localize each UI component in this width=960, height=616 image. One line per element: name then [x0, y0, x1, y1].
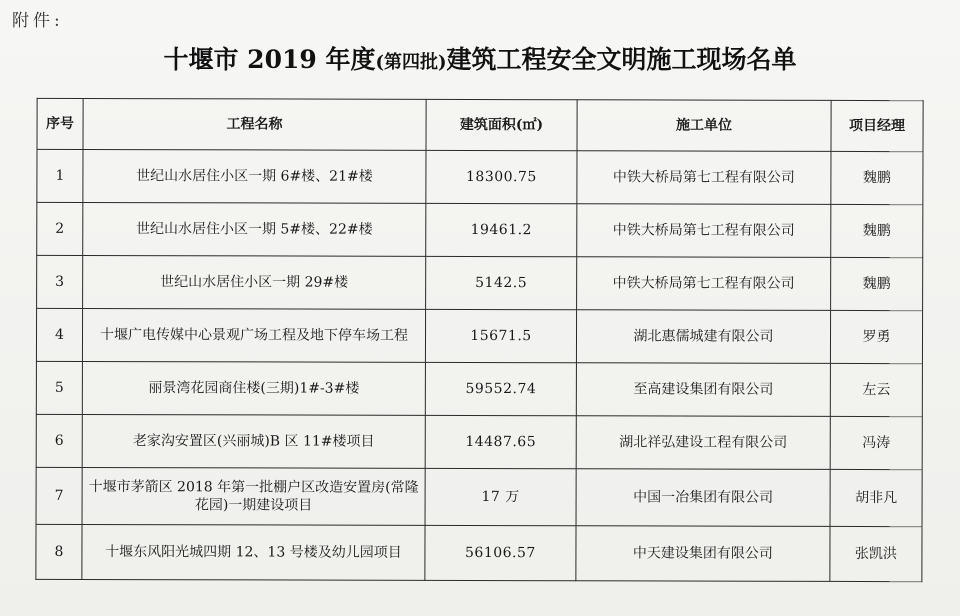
table-row: [36, 308, 922, 363]
row-index: 2: [37, 202, 83, 255]
row-contractor: 湖北惠儒城建有限公司: [576, 310, 830, 364]
row-manager: 左云: [830, 363, 922, 416]
row-manager: 魏鹏: [831, 151, 923, 204]
row-manager: 张凯洪: [830, 526, 922, 581]
row-index: 4: [36, 308, 82, 361]
table-row: [37, 149, 923, 204]
col-header-manager: 项目经理: [831, 100, 923, 151]
title-batch: (第四批): [375, 52, 447, 73]
table-row: [36, 524, 922, 581]
row-area: 56106.57: [425, 525, 576, 580]
row-contractor: 湖北祥弘建设工程有限公司: [576, 416, 830, 470]
table-row: [36, 467, 922, 526]
row-manager: 魏鹏: [831, 257, 923, 310]
row-manager: 胡非凡: [830, 469, 922, 526]
row-manager: 冯涛: [830, 416, 922, 469]
row-manager: 罗勇: [830, 310, 922, 363]
document-title: [0, 40, 960, 76]
row-area: 5142.5: [426, 256, 577, 309]
attachment-label: 附件:: [12, 11, 64, 31]
table-row: [37, 255, 923, 310]
row-project-name: 世纪山水居住小区一期 29#楼: [83, 255, 426, 309]
title-main-part-1: 十堰市 2019 年度: [163, 45, 376, 74]
row-area: 59552.74: [425, 362, 576, 415]
row-project-name: 老家沟安置区(兴丽城)B 区 11#楼项目: [82, 414, 425, 468]
row-project-name: 丽景湾花园商住楼(三期)1#-3#楼: [82, 361, 425, 415]
table-row: [37, 202, 923, 257]
row-manager: 魏鹏: [831, 204, 923, 257]
table-header-row: [37, 98, 923, 151]
row-area: 17 万: [425, 468, 576, 525]
col-header-contractor: 施工单位: [577, 100, 831, 152]
table-row: [36, 361, 922, 416]
row-contractor: 中铁大桥局第七工程有限公司: [577, 151, 831, 205]
row-project-name: 十堰广电传媒中心景观广场工程及地下停车场工程: [82, 308, 425, 362]
row-index: 1: [37, 149, 83, 202]
table-row: [36, 414, 922, 469]
row-area: 18300.75: [426, 150, 577, 203]
row-project-name: 世纪山水居住小区一期 5#楼、22#楼: [83, 202, 426, 256]
col-header-area: 建筑面积(㎡): [426, 99, 577, 150]
row-contractor: 中铁大桥局第七工程有限公司: [577, 204, 831, 258]
row-index: 8: [36, 524, 82, 579]
row-project-name: 十堰东风阳光城四期 12、13 号楼及幼儿园项目: [82, 524, 425, 580]
row-index: 6: [36, 414, 82, 467]
row-contractor: 中国一冶集团有限公司: [576, 469, 830, 527]
col-header-project-name: 工程名称: [83, 98, 426, 150]
row-contractor: 至高建设集团有限公司: [576, 363, 830, 417]
row-project-name: 十堰市茅箭区 2018 年第一批棚户区改造安置房(常隆花园)一期建设项目: [82, 467, 425, 525]
row-contractor: 中天建设集团有限公司: [576, 526, 830, 582]
row-contractor: 中铁大桥局第七工程有限公司: [577, 257, 831, 311]
row-area: 19461.2: [426, 203, 577, 256]
row-area: 14487.65: [425, 415, 576, 468]
row-index: 3: [37, 255, 83, 308]
site-list-table: [35, 98, 923, 582]
col-header-index: 序号: [37, 98, 83, 149]
row-project-name: 世纪山水居住小区一期 6#楼、21#楼: [83, 149, 426, 203]
row-index: 7: [36, 467, 82, 524]
row-area: 15671.5: [425, 309, 576, 362]
row-index: 5: [36, 361, 82, 414]
title-main-part-2: 建筑工程安全文明施工现场名单: [446, 45, 797, 74]
